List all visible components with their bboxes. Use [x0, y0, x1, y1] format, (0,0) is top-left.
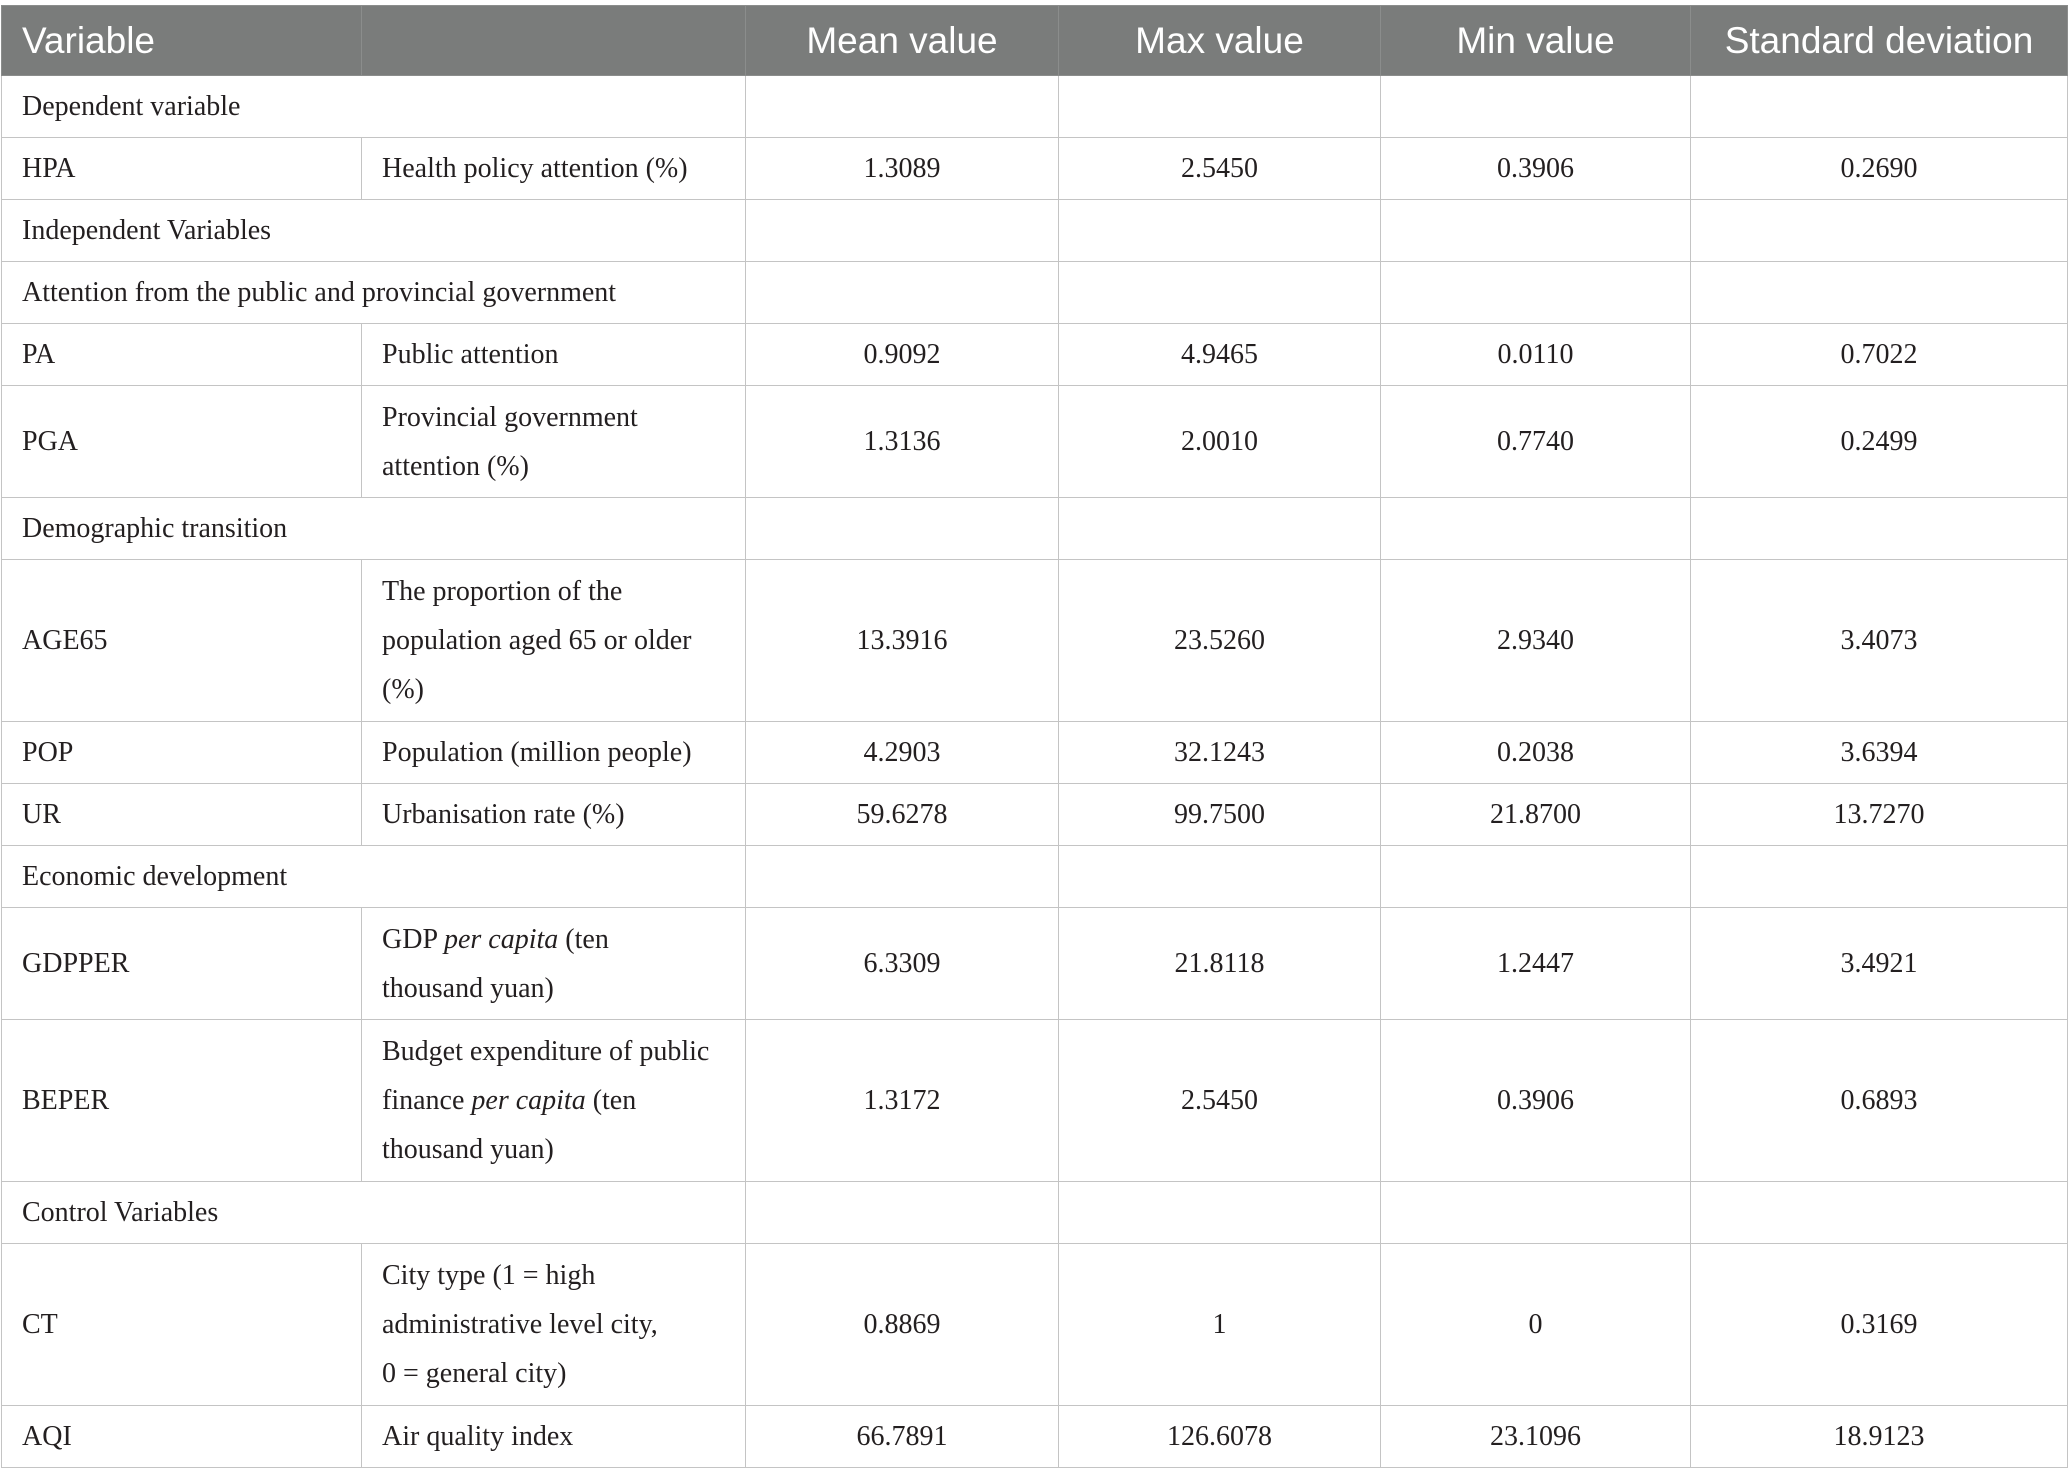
standard-deviation: 0.2499 [1691, 386, 2068, 498]
section-row [2, 76, 2068, 138]
table-row [2, 784, 2068, 846]
empty-cell [746, 1182, 1059, 1244]
header-description [362, 6, 746, 76]
table-row [2, 386, 2068, 498]
variable-description: The proportion of the population aged 65 or older (%) [362, 560, 746, 722]
table-row [2, 1244, 2068, 1406]
variable-description: Population (million people) [362, 722, 746, 784]
section-row [2, 1182, 2068, 1244]
empty-cell [1381, 76, 1691, 138]
section-label: Demographic transition [2, 498, 746, 560]
empty-cell [1059, 262, 1381, 324]
max-value: 4.9465 [1059, 324, 1381, 386]
standard-deviation: 3.4073 [1691, 560, 2068, 722]
mean-value: 59.6278 [746, 784, 1059, 846]
variable-description [362, 908, 746, 1020]
min-value: 0 [1381, 1244, 1691, 1406]
max-value: 2.5450 [1059, 138, 1381, 200]
header-mean-value: Mean value [746, 6, 1059, 76]
variable-code: POP [2, 722, 362, 784]
empty-cell [1691, 200, 2068, 262]
table-row [2, 908, 2068, 1020]
mean-value: 13.3916 [746, 560, 1059, 722]
standard-deviation: 18.9123 [1691, 1406, 2068, 1468]
min-value: 0.3906 [1381, 138, 1691, 200]
min-value: 0.2038 [1381, 722, 1691, 784]
max-value: 32.1243 [1059, 722, 1381, 784]
variable-description: City type (1 = high administrative level city, 0 = general city) [362, 1244, 746, 1406]
variable-code: AQI [2, 1406, 362, 1468]
table-row [2, 138, 2068, 200]
description-italic-text: per capita [443, 923, 559, 955]
empty-cell [746, 846, 1059, 908]
header-min-value: Min value [1381, 6, 1691, 76]
header-standard-deviation: Standard deviation [1691, 6, 2068, 76]
section-label: Dependent variable [2, 76, 746, 138]
empty-cell [1059, 1182, 1381, 1244]
mean-value: 4.2903 [746, 722, 1059, 784]
empty-cell [1691, 846, 2068, 908]
section-row [2, 200, 2068, 262]
variable-description: Urbanisation rate (%) [362, 784, 746, 846]
standard-deviation: 3.4921 [1691, 908, 2068, 1020]
min-value: 21.8700 [1381, 784, 1691, 846]
variable-code: PA [2, 324, 362, 386]
empty-cell [746, 262, 1059, 324]
empty-cell [1691, 76, 2068, 138]
section-label: Economic development [2, 846, 746, 908]
standard-deviation: 3.6394 [1691, 722, 2068, 784]
variable-description: Provincial government attention (%) [362, 386, 746, 498]
empty-cell [1691, 498, 2068, 560]
description-text: Budget expenditure of public finance [382, 1036, 710, 1116]
variable-code: AGE65 [2, 560, 362, 722]
header-variable: Variable [2, 6, 362, 76]
empty-cell [1059, 498, 1381, 560]
mean-value: 0.8869 [746, 1244, 1059, 1406]
variable-code: PGA [2, 386, 362, 498]
variable-description: Public attention [362, 324, 746, 386]
standard-deviation: 0.3169 [1691, 1244, 2068, 1406]
mean-value: 6.3309 [746, 908, 1059, 1020]
empty-cell [1381, 200, 1691, 262]
description-italic-text: per capita [471, 1085, 586, 1116]
table-row [2, 1020, 2068, 1182]
variable-description [362, 1020, 746, 1182]
empty-cell [1691, 1182, 2068, 1244]
empty-cell [1059, 76, 1381, 138]
empty-cell [746, 200, 1059, 262]
standard-deviation: 0.2690 [1691, 138, 2068, 200]
max-value: 1 [1059, 1244, 1381, 1406]
max-value: 21.8118 [1059, 908, 1381, 1020]
section-row [2, 262, 2068, 324]
min-value: 0.3906 [1381, 1020, 1691, 1182]
mean-value: 0.9092 [746, 324, 1059, 386]
variable-code: GDPPER [2, 908, 362, 1020]
empty-cell [746, 498, 1059, 560]
empty-cell [1691, 262, 2068, 324]
table-row [2, 1406, 2068, 1468]
header-row [2, 6, 2068, 76]
variable-code: HPA [2, 138, 362, 200]
standard-deviation: 13.7270 [1691, 784, 2068, 846]
description-text: (ten thousand yuan) [382, 923, 609, 1004]
max-value: 99.7500 [1059, 784, 1381, 846]
variable-code: BEPER [2, 1020, 362, 1182]
min-value: 2.9340 [1381, 560, 1691, 722]
mean-value: 1.3089 [746, 138, 1059, 200]
standard-deviation: 0.7022 [1691, 324, 2068, 386]
variable-code: CT [2, 1244, 362, 1406]
descriptive-statistics-table [1, 5, 2068, 1468]
max-value: 2.5450 [1059, 1020, 1381, 1182]
description-text: GDP [382, 923, 444, 955]
min-value: 0.0110 [1381, 324, 1691, 386]
max-value: 23.5260 [1059, 560, 1381, 722]
section-label: Control Variables [2, 1182, 746, 1244]
table-row [2, 560, 2068, 722]
section-row [2, 846, 2068, 908]
max-value: 126.6078 [1059, 1406, 1381, 1468]
standard-deviation: 0.6893 [1691, 1020, 2068, 1182]
empty-cell [1381, 1182, 1691, 1244]
max-value: 2.0010 [1059, 386, 1381, 498]
section-row [2, 498, 2068, 560]
table-row [2, 722, 2068, 784]
empty-cell [1381, 262, 1691, 324]
section-label: Independent Variables [2, 200, 746, 262]
variable-description: Health policy attention (%) [362, 138, 746, 200]
empty-cell [1059, 200, 1381, 262]
min-value: 1.2447 [1381, 908, 1691, 1020]
mean-value: 66.7891 [746, 1406, 1059, 1468]
empty-cell [1381, 498, 1691, 560]
variable-code: UR [2, 784, 362, 846]
mean-value: 1.3136 [746, 386, 1059, 498]
section-label: Attention from the public and provincial government [2, 262, 746, 324]
variable-description: Air quality index [362, 1406, 746, 1468]
min-value: 23.1096 [1381, 1406, 1691, 1468]
empty-cell [1059, 846, 1381, 908]
table-row [2, 324, 2068, 386]
header-max-value: Max value [1059, 6, 1381, 76]
description-text: (ten thousand yuan) [382, 1085, 637, 1165]
empty-cell [746, 76, 1059, 138]
empty-cell [1381, 846, 1691, 908]
min-value: 0.7740 [1381, 386, 1691, 498]
mean-value: 1.3172 [746, 1020, 1059, 1182]
